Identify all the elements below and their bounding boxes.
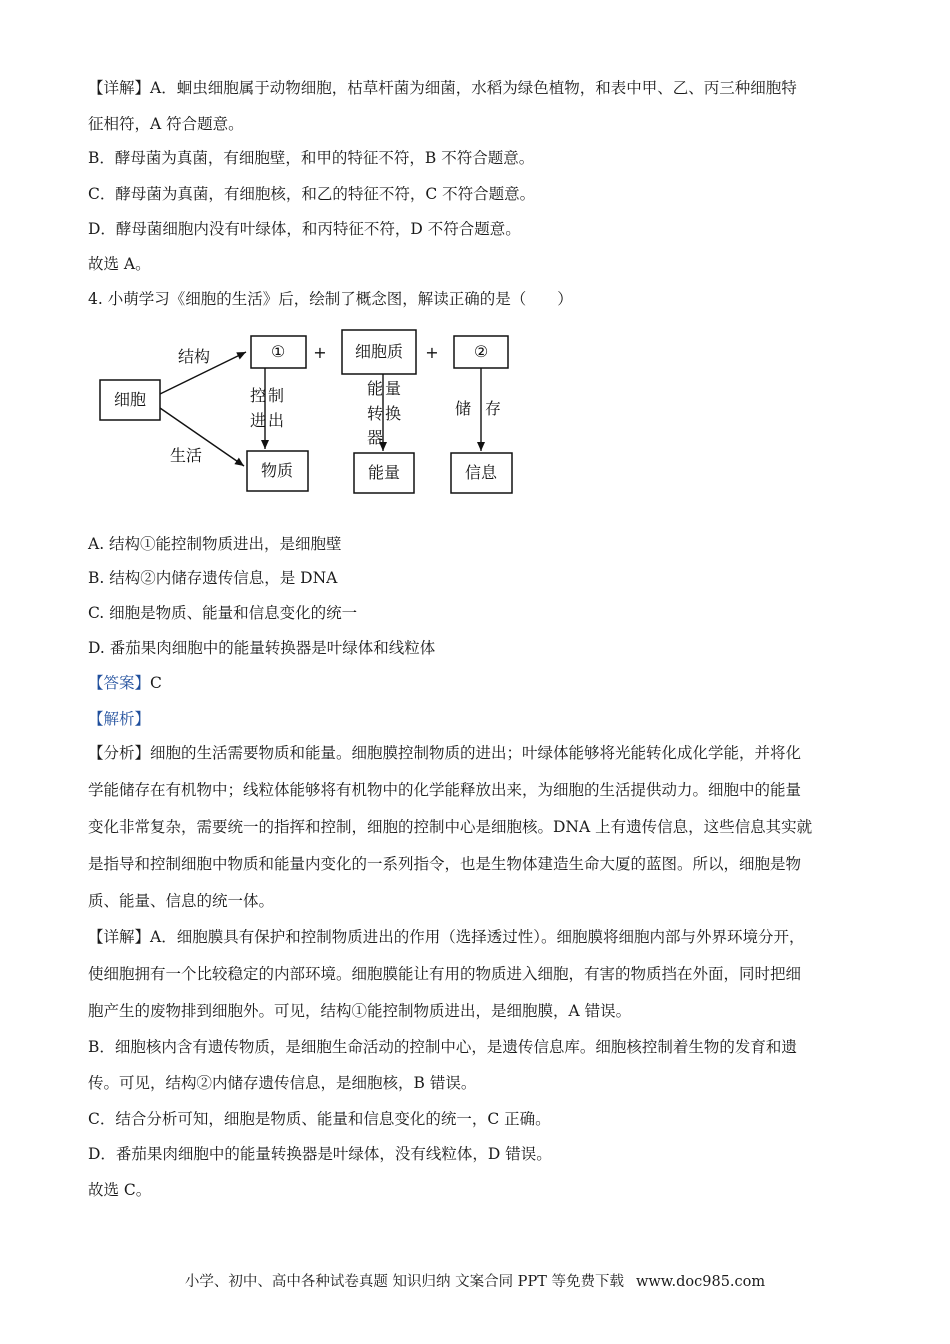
detail-line-5: 传。可见，结构②内储存遗传信息，是细胞核，B 错误。	[88, 1074, 477, 1092]
control-char-4: 出	[268, 411, 285, 430]
life-arrow-label: 生活	[169, 446, 203, 465]
structure-arrow-label: 结构	[177, 347, 211, 366]
prev-detail-line-1: 【详解】A．蛔虫细胞属于动物细胞，枯草杆菌为细菌，水稻为绿色植物，和表中甲、乙、丙三种细胞特	[88, 79, 797, 97]
page-footer	[0, 1270, 950, 1291]
info-label: 信息	[464, 463, 498, 482]
cell-label: 细胞	[113, 390, 147, 409]
analysis-line-3: 变化非常复杂，需要统一的指挥和控制，细胞的控制中心是细胞核。DNA 上有遗传信息，这些信息其实就	[88, 818, 813, 836]
answer-value: C	[150, 674, 162, 692]
prev-detail-option-d: D．酵母菌细胞内没有叶绿体，和丙特征不符，D 不符合题意。	[88, 220, 521, 238]
energy-converter-char-4: 换	[385, 404, 402, 423]
option-a: A. 结构①能控制物质进出，是细胞壁	[88, 535, 342, 553]
analysis-line-4: 是指导和控制细胞中物质和能量内变化的一系列指令，也是生物体建造生命大厦的蓝图。所以，细胞是物	[88, 855, 802, 873]
energy-label: 能量	[367, 463, 401, 482]
analysis-line-1: 【分析】细胞的生活需要物质和能量。细胞膜控制物质的进出；叶绿体能够将光能转化成化学能，并将化	[88, 744, 802, 762]
energy-converter-char-2: 量	[385, 379, 402, 398]
cytoplasm-label: 细胞质	[354, 342, 404, 361]
analysis-line-2: 学能储存在有机物中；线粒体能够将有机物中的化学能释放出来，为细胞的生活提供动力。细胞中的能量	[88, 781, 802, 799]
plus-sign-2: +	[425, 343, 439, 362]
energy-converter-char-5: 器	[366, 428, 383, 447]
matter-label: 物质	[260, 461, 294, 480]
answer-line	[88, 673, 162, 693]
prev-detail-option-c: C．酵母菌为真菌，有细胞核，和乙的特征不符，C 不符合题意。	[88, 185, 536, 203]
prev-detail-line-2: 征相符，A 符合题意。	[88, 115, 244, 133]
detail-line-2: 使细胞拥有一个比较稳定的内部环境。细胞膜能让有用的物质进入细胞，有害的物质挡在外面，同时把细	[88, 965, 802, 983]
concept-diagram	[96, 326, 526, 498]
footer-link[interactable]: www.doc985.com	[635, 1274, 766, 1290]
structure-1-label: ①	[270, 342, 286, 361]
control-char-2: 制	[268, 386, 285, 405]
footer-text: 小学、初中、高中各种试卷真题 知识归纳 文案合同 PPT 等免费下载	[184, 1274, 624, 1290]
answer-label: 【答案】	[88, 674, 151, 692]
question-stem: 4. 小萌学习《细胞的生活》后，绘制了概念图，解读正确的是（ ）	[88, 290, 573, 308]
option-d: D. 番茄果肉细胞中的能量转换器是叶绿体和线粒体	[88, 639, 436, 657]
option-b: B. 结构②内储存遗传信息，是 DNA	[88, 569, 338, 587]
store-char-1: 储	[454, 399, 471, 418]
detail-line-8: 故选 C。	[88, 1181, 152, 1199]
detail-line-4: B．细胞核内含有遗传物质，是细胞生命活动的控制中心，是遗传信息库。细胞核控制着生物的发育和遗	[88, 1038, 797, 1056]
prev-detail-option-b: B．酵母菌为真菌，有细胞壁，和甲的特征不符，B 不符合题意。	[88, 149, 535, 167]
energy-converter-char-3: 转	[366, 404, 383, 423]
control-char-1: 控	[249, 386, 266, 405]
analysis-label: 【解析】	[88, 710, 151, 728]
energy-converter-char-1: 能	[366, 379, 383, 398]
detail-line-3: 胞产生的废物排到细胞外。可见，结构①能控制物质进出，是细胞膜，A 错误。	[88, 1002, 632, 1020]
control-char-3: 进	[249, 411, 266, 430]
prev-detail-choose: 故选 A。	[88, 255, 151, 273]
store-char-2: 存	[485, 399, 502, 418]
analysis-line-5: 质、能量、信息的统一体。	[88, 892, 275, 910]
detail-line-6: C．结合分析可知，细胞是物质、能量和信息变化的统一，C 正确。	[88, 1110, 551, 1128]
detail-line-1: 【详解】A．细胞膜具有保护和控制物质进出的作用（选择透过性）。细胞膜将细胞内部与外界环境分开，	[88, 928, 805, 946]
option-c: C. 细胞是物质、能量和信息变化的统一	[88, 604, 358, 622]
detail-line-7: D．番茄果肉细胞中的能量转换器是叶绿体，没有线粒体，D 错误。	[88, 1145, 552, 1163]
plus-sign-1: +	[313, 343, 327, 362]
structure-2-label: ②	[473, 342, 489, 361]
